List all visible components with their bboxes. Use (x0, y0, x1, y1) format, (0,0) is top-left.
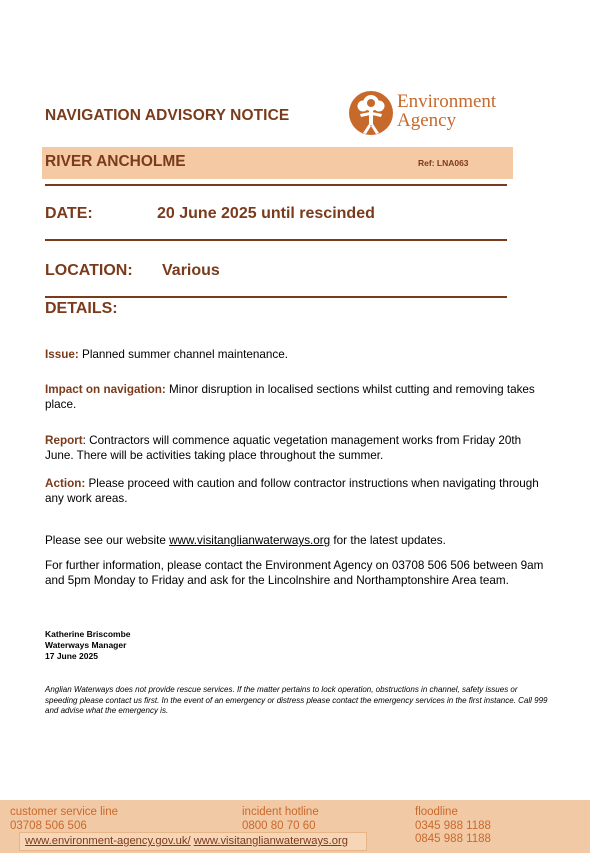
website-suffix: for the latest updates. (330, 534, 446, 547)
divider (45, 296, 507, 298)
notice-title: NAVIGATION ADVISORY NOTICE (45, 107, 290, 124)
divider (45, 239, 507, 241)
impact-text: Minor disruption in localised sections whilst cutting and removing takes place. (45, 383, 535, 411)
signature-date: 17 June 2025 (45, 651, 98, 661)
incident-hotline-number: 0800 80 70 60 (242, 820, 316, 832)
logo-line-2: Agency (397, 110, 457, 131)
website-prefix: Please see our website (45, 534, 170, 547)
report-label: Report (45, 434, 83, 447)
footer-website-link-2[interactable]: www.visitanglianwaterways.org (193, 835, 348, 847)
report-paragraph (45, 433, 545, 463)
customer-service-label: customer service line (10, 806, 119, 818)
footer-website-link-1[interactable]: www.environment-agency.gov.uk/ (25, 835, 191, 847)
website-paragraph (45, 533, 545, 548)
signature-block (45, 629, 131, 662)
environment-agency-logo-icon (348, 90, 394, 138)
action-label: Action: (45, 477, 86, 490)
issue-paragraph (45, 347, 545, 362)
action-text: Please proceed with caution and follow contractor instructions when navigating through any work areas. (45, 477, 539, 505)
impact-label: Impact on navigation: (45, 383, 166, 396)
disclaimer: Anglian Waterways does not provide rescue services. If the matter pertains to lock operation, obstructions in channel, safety issues or speeding please contact us first. In the event of an emergency or distress please contact the emergency services in the first instance. Call 999 and advise what the emergency is. (45, 685, 548, 715)
location-label: LOCATION: (45, 262, 133, 279)
date-value: 20 June 2025 until rescinded (157, 205, 375, 222)
logo-line-1: Environment (397, 91, 497, 112)
environment-agency-logo (348, 90, 518, 138)
floodline-number-1: 0345 988 1188 (415, 820, 491, 832)
details-label: DETAILS: (45, 300, 118, 317)
impact-paragraph (45, 382, 545, 412)
action-paragraph (45, 476, 545, 506)
logo-wordmark (397, 92, 496, 130)
river-name: RIVER ANCHOLME (45, 153, 186, 170)
location-value: Various (162, 262, 220, 279)
further-info-paragraph: For further information, please contact the Environment Agency on 03708 506 506 between 9am and 5pm Monday to Friday and ask for the Lincolnshire and Northamptonshire Area team. (45, 559, 544, 587)
reference-number: Ref: LNA063 (418, 158, 469, 168)
date-label: DATE: (45, 205, 93, 222)
issue-label: Issue: (45, 348, 79, 361)
floodline-label: floodline (415, 806, 458, 818)
floodline-number-2: 0845 988 1188 (415, 833, 491, 845)
footer-websites (25, 835, 348, 847)
report-text: : Contractors will commence aquatic vegetation management works from Friday 20th June. There will be activities taking place throughout the summer. (45, 434, 522, 462)
divider (45, 184, 507, 186)
incident-hotline-label: incident hotline (242, 806, 319, 818)
signatory-title: Waterways Manager (45, 640, 127, 650)
website-link[interactable]: www.visitanglianwaterways.org (169, 534, 331, 547)
customer-service-number: 03708 506 506 (10, 820, 87, 832)
signatory-name: Katherine Briscombe (45, 629, 131, 639)
issue-text: Planned summer channel maintenance. (78, 348, 288, 361)
